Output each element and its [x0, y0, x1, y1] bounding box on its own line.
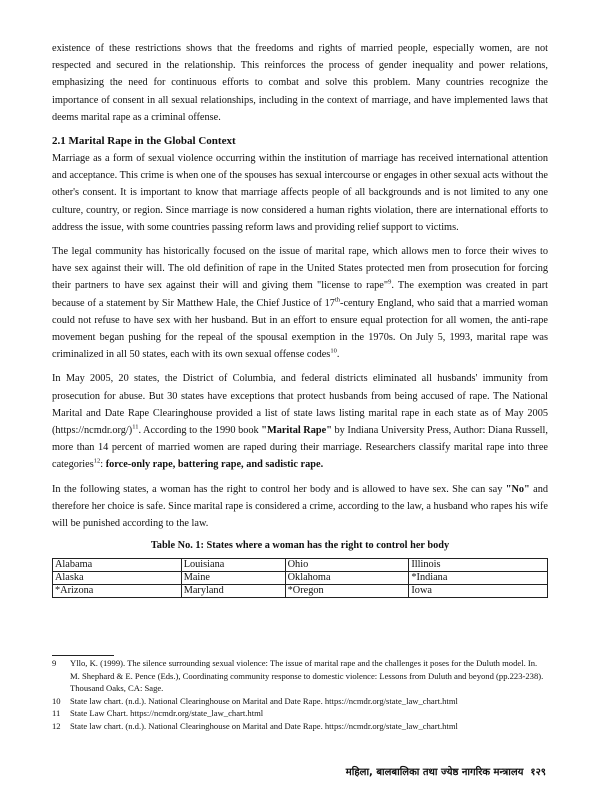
rape-categories: force-only rape, battering rape, and sadistic rape.	[105, 459, 324, 471]
p2-text-c: -century England, who said that a married woman could not refuse to have sex with her husband. But in an effort to ensure equal protection for all women, the anti-rape movement began pushing for the repeal of the spousal exemption in the 1970s. On July 5, 1993, marital rape was criminalized in all 50 states, each with its own sexual offense codes	[52, 297, 548, 361]
footer-ministry: महिला, बालबालिका तथा ज्येष्ठ नागरिक मन्त्रालय	[345, 767, 524, 778]
table-cell: Ohio	[285, 559, 409, 572]
footnotes	[52, 657, 548, 733]
table-cell: Alabama	[53, 559, 182, 572]
table-caption: Table No. 1: States where a woman has the right to control her body	[150, 540, 450, 552]
p3-text-a: In May 2005, 20 states, the District of Columbia, and federal districts eliminated all husbands' immunity from prosecution for abuse. But 30 states have exceptions that protect husbands from being accused of rape. The National Marital and Date Rape Clearinghouse provided a list of state laws listing marital rape in each state as of May 2005 (https://ncmdr.org/)	[52, 373, 548, 437]
book-title: "Marital Rape"	[261, 425, 332, 437]
p3-text-d: :	[100, 459, 106, 471]
footnote-text: State law chart. (n.d.). National Clearinghouse on Marital and Date Rape. https://ncmdr.org/state_law_chart.html	[70, 720, 458, 731]
page-footer	[346, 764, 546, 778]
table-cell: *Indiana	[409, 572, 548, 585]
p2-text-d: .	[336, 349, 340, 361]
footnote-text: State law chart. (n.d.). National Clearinghouse on Marital and Date Rape. https://ncmdr.org/state_law_chart.html	[70, 695, 458, 706]
paragraph-4	[52, 481, 548, 533]
footnote-number: 11	[52, 708, 61, 719]
p3-text-b: . According to the 1990 book	[138, 425, 262, 437]
p2-text-a: The legal community has historically focused on the issue of marital rape, which allows men to force their wives to have sex against their will. The old definition of rape in the United States protected men from prosecution for forcing their partners to have sex against their will and giving them "license to rape"	[52, 246, 548, 292]
states-table	[52, 558, 548, 598]
footnote-ref-9[interactable]: 9	[388, 279, 392, 287]
footnote-number: 12	[52, 720, 61, 731]
p2-text-b: . The exemption was created in part because of a statement by Sir Matthew Hale, the Chief Justice of 17	[52, 280, 549, 309]
table-cell: Iowa	[409, 585, 548, 598]
table-cell: Maryland	[181, 585, 285, 598]
table-cell: Oklahoma	[285, 572, 409, 585]
footnote-text: State Law Chart. https://ncmdr.org/state_law_chart.html	[70, 708, 264, 719]
footnote-item	[52, 695, 548, 708]
footnote-item	[52, 707, 548, 720]
page-body	[52, 40, 548, 598]
table-cell: Maine	[181, 572, 285, 585]
footnote-text: Yllo, K. (1999). The silence surrounding sexual violence: The issue of marital rape and the challenges it poses for the Duluth model. In. M. Shephard & E. Pence (Eds.), Coordinating community response to domestic violence: Lessons from Duluth and beyond (pp.223-238). Thousand Oaks, CA: Sage.	[70, 658, 544, 694]
table-cell: Alaska	[53, 572, 182, 585]
table-row	[53, 572, 548, 585]
footnote-number: 10	[52, 695, 61, 706]
table-cell: Louisiana	[181, 559, 285, 572]
table-row	[53, 585, 548, 598]
table-row	[53, 559, 548, 572]
intro-paragraph: existence of these restrictions shows that the freedoms and rights of married people, especially women, are not respected and secured in the relationship. This reinforces the process of gender inequality and power relations, emphasizing the need for continuous efforts to combat and solve this problem. Many countries recognize the importance of consent in all sexual relationships, including in the context of marriage, and have implemented laws that deems marital rape as a criminal offense.	[52, 43, 548, 123]
ordinal-suffix: th	[334, 296, 341, 304]
footnote-divider	[52, 655, 114, 656]
p4-text-b: and therefore her choice is safe. Since marital rape is considered a crime, according to the law, a husband who rapes his wife will be punished according to the law.	[52, 483, 548, 530]
table-cell: Illinois	[409, 559, 548, 572]
footnote-ref-12[interactable]: 12	[93, 458, 101, 466]
footnote-ref-10[interactable]: 10	[330, 347, 337, 355]
paragraph-1: Marriage as a form of sexual violence occurring within the institution of marriage has received international attention and acceptance. This crime is when one of the spouses has sexual intercourse or engages in other sexual acts without the other's consent. It is important to know that marriage affects people of all backgrounds and is not limited to any one culture, country, or region. Since marriage is now considered a human rights violation, there are international efforts to address the issue, with some countries passing reform laws and providing relief support to victims.	[52, 153, 548, 233]
footnote-ref-11[interactable]: 11	[132, 423, 139, 431]
footnote-item	[52, 720, 548, 733]
footnote-number: 9	[52, 658, 57, 668]
paragraph-2	[52, 243, 548, 363]
p4-text-a: In the following states, a woman has the right to control her body and is allowed to have sex. She can say	[52, 483, 506, 495]
table-cell: *Oregon	[285, 585, 409, 598]
page-number: १२९	[530, 767, 546, 778]
paragraph-3	[52, 370, 548, 473]
no-emphasis: "No"	[505, 483, 530, 495]
section-heading: 2.1 Marital Rape in the Global Context	[52, 135, 236, 148]
table-cell: *Arizona	[53, 585, 182, 598]
footnote-item	[52, 657, 548, 695]
p3-text-c: by Indiana University Press, Author: Diana Russell, more than 14 percent of married women are raped during their marriage. Researchers classify marital rape into three categories	[52, 425, 548, 471]
